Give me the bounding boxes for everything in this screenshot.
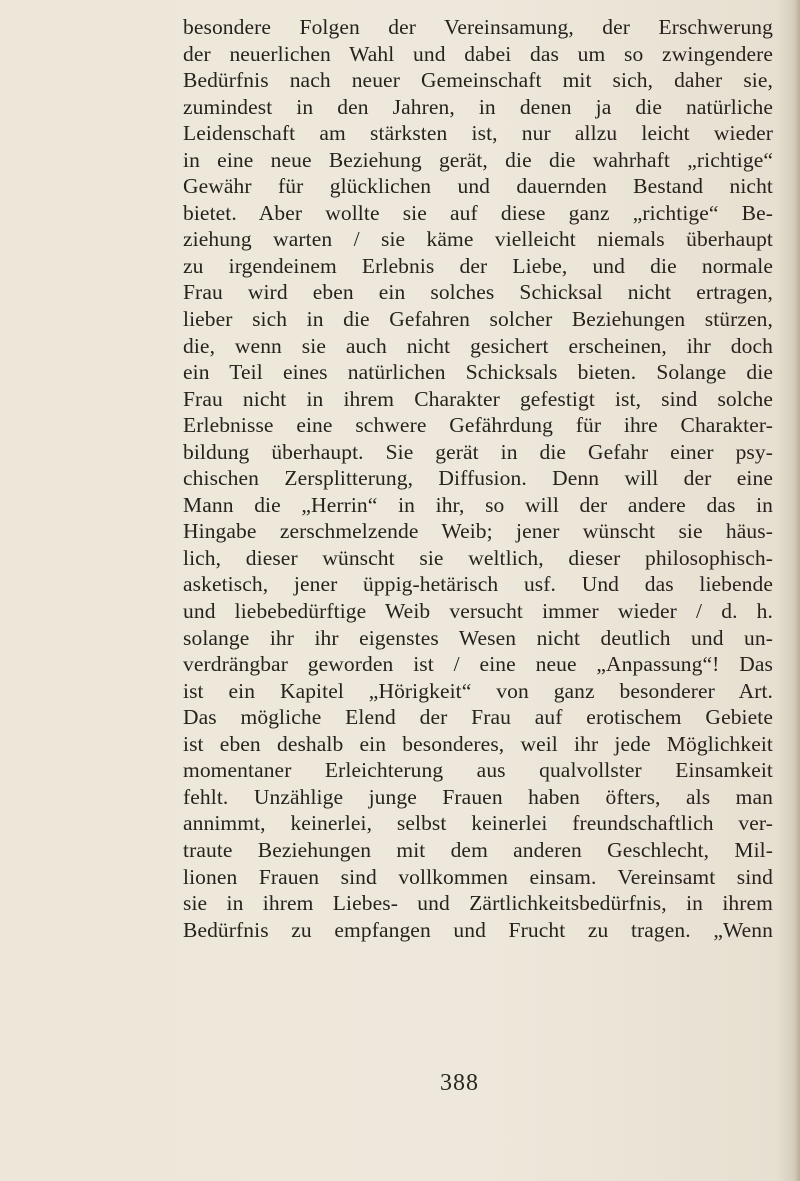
text-line: Erlebnisse eine schwere Gefährdung für ihre Charakter-: [183, 413, 773, 438]
text-line: zumindest in den Jahren, in denen ja die natürliche: [183, 94, 773, 119]
text-line: der neuerlichen Wahl und dabei das um so zwingendere: [183, 41, 773, 66]
text-line: die, wenn sie auch nicht gesichert erscheinen, ihr doch: [183, 333, 773, 358]
body-text: [183, 14, 773, 943]
text-line: in eine neue Beziehung gerät, die die wahrhaft „richtige“: [183, 147, 773, 172]
text-line: bildung überhaupt. Sie gerät in die Gefahr einer psy-: [183, 439, 773, 464]
text-line: bietet. Aber wollte sie auf diese ganz „richtige“ Be-: [183, 200, 773, 225]
text-line: Bedürfnis zu empfangen und Frucht zu tragen. „Wenn: [183, 917, 773, 942]
text-line: fehlt. Unzählige junge Frauen haben öfters, als man: [183, 784, 773, 809]
text-line: lieber sich in die Gefahren solcher Beziehungen stürzen,: [183, 307, 773, 332]
text-line: Frau wird eben ein solches Schicksal nicht ertragen,: [183, 280, 773, 305]
text-line: ist ein Kapitel „Hörigkeit“ von ganz besonderer Art.: [183, 678, 773, 703]
text-line: Mann die „Herrin“ in ihr, so will der andere das in: [183, 492, 773, 517]
page-edge-shadow: [794, 0, 800, 1181]
text-line: Leidenschaft am stärksten ist, nur allzu leicht wieder: [183, 121, 773, 146]
text-line: verdrängbar geworden ist / eine neue „Anpassung“! Das: [183, 652, 773, 677]
text-line: annimmt, keinerlei, selbst keinerlei freundschaftlich ver-: [183, 811, 773, 836]
text-line: solange ihr ihr eigenstes Wesen nicht deutlich und un-: [183, 625, 773, 650]
text-line: Hingabe zerschmelzende Weib; jener wünscht sie häus-: [183, 519, 773, 544]
page-number: 388: [440, 1070, 479, 1096]
text-line: lionen Frauen sind vollkommen einsam. Vereinsamt sind: [183, 864, 773, 889]
text-line: Das mögliche Elend der Frau auf erotischem Gebiete: [183, 705, 773, 730]
text-line: sie in ihrem Liebes- und Zärtlichkeitsbedürfnis, in ihrem: [183, 891, 773, 916]
text-line: asketisch, jener üppig-hetärisch usf. Und das liebende: [183, 572, 773, 597]
text-line: besondere Folgen der Vereinsamung, der Erschwerung: [183, 15, 773, 39]
text-line: chischen Zersplitterung, Diffusion. Denn will der eine: [183, 466, 773, 491]
text-line: Bedürfnis nach neuer Gemeinschaft mit sich, daher sie,: [183, 68, 773, 93]
text-line: lich, dieser wünscht sie weltlich, dieser philosophisch-: [183, 545, 773, 570]
text-line: Frau nicht in ihrem Charakter gefestigt ist, sind solche: [183, 386, 773, 411]
text-line: Gewähr für glücklichen und dauernden Bestand nicht: [183, 174, 773, 199]
text-line: und liebebedürftige Weib versucht immer wieder / d. h.: [183, 599, 773, 624]
text-line: ist eben deshalb ein besonderes, weil ihr jede Möglichkeit: [183, 731, 773, 756]
text-line: zu irgendeinem Erlebnis der Liebe, und die normale: [183, 253, 773, 278]
text-line: momentaner Erleichterung aus qualvollster Einsamkeit: [183, 758, 773, 783]
text-line: ziehung warten / sie käme vielleicht niemals überhaupt: [183, 227, 773, 252]
text-line: traute Beziehungen mit dem anderen Geschlecht, Mil-: [183, 837, 773, 862]
text-line: ein Teil eines natürlichen Schicksals bieten. Solange die: [183, 360, 773, 385]
